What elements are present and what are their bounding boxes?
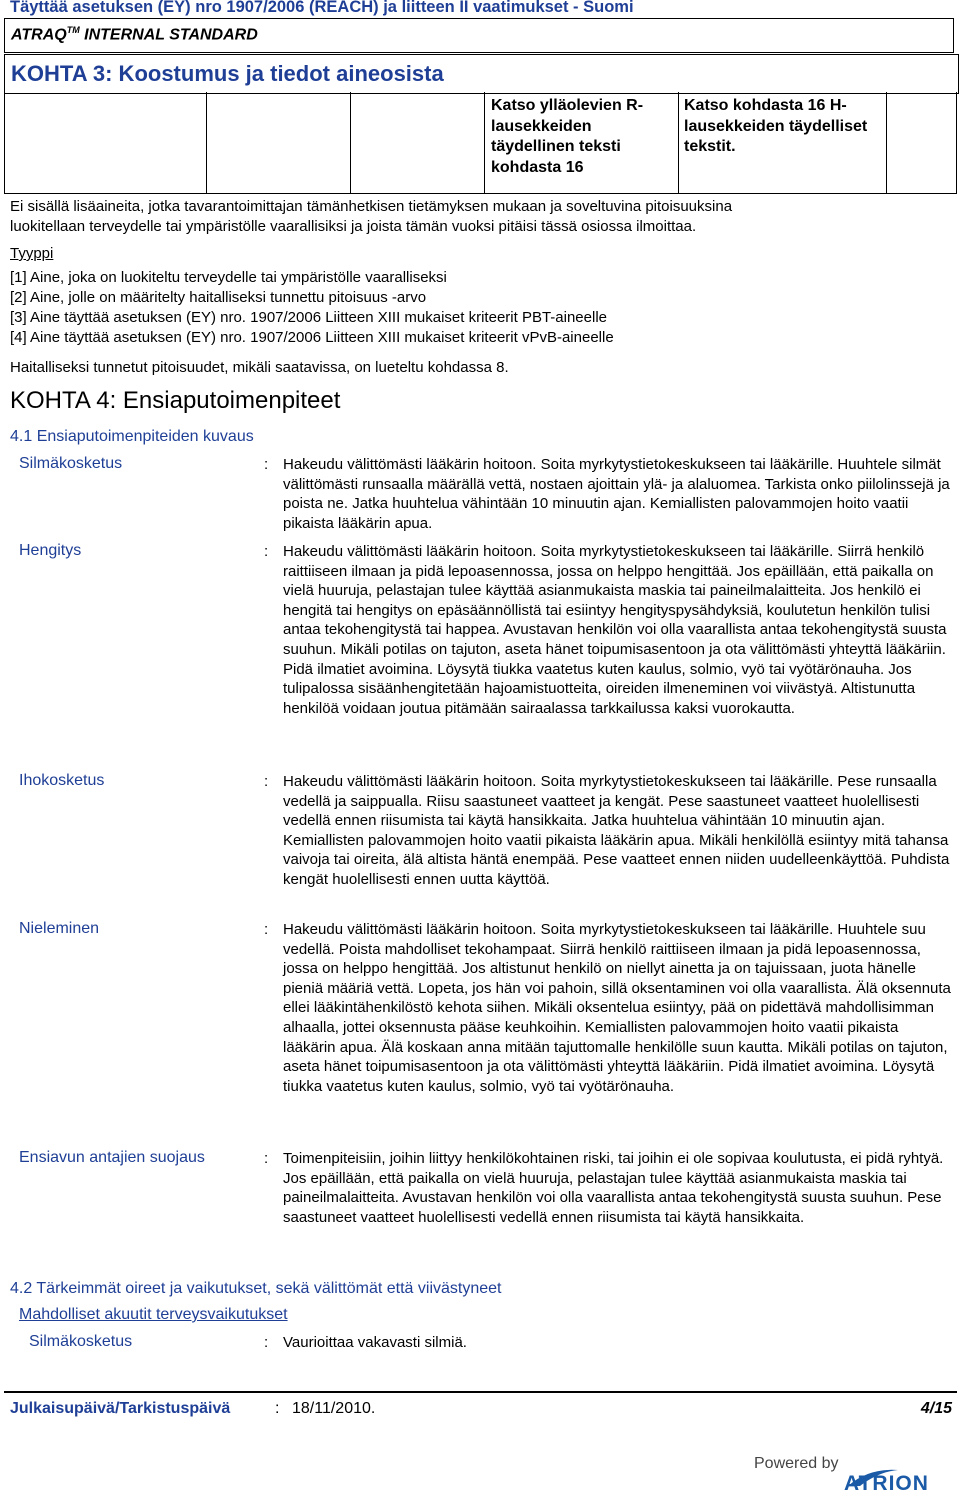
subsection-4-1-title: 4.1 Ensiaputoimenpiteiden kuvaus bbox=[10, 428, 254, 445]
first-aid-text-skin: Hakeudu välittömästi lääkärin hoitoon. Soita myrkytystietokeskukseen tai lääkärille. Pese runsaalla vedellä ja saippualla. Riisu saastuneet vaatteet ja kengät. Pese saastuneet vaatteet huolellisesti vedellä ennen riisumista tai käytä hansikkaita. Jatka huuhtelua vähintään 10 minuutin ajan. Kemiallisten palovammojen hoito vaatii pikaista lääkärin apua. Mikäli henkilöllä esiintyy mitä tahansa vaivoja tai oireita, älä altista häntä enempää. Pese vaatteet ennen niiden uudelleenkäyttöä. Puhdista kengät huolellisesti ennen uutta käyttöä. bbox=[283, 773, 950, 888]
logo-wordmark: ATRION bbox=[844, 1472, 929, 1492]
disclosure-note-line2: luokitellaan terveydelle tai ympäristölle vaarallisiksi ja joista tämän vuoksi pitäisi tässä osiossa ilmoittaa. bbox=[10, 218, 697, 235]
acute-effects-heading: Mahdolliset akuutit terveysvaikutukset bbox=[19, 1306, 288, 1323]
label-colon: : bbox=[264, 773, 269, 790]
footer-date: 18/11/2010. bbox=[292, 1400, 376, 1417]
first-aid-label-inhalation: Hengitys bbox=[19, 542, 82, 559]
trademark-mark: TM bbox=[66, 25, 80, 35]
type-item: [3] Aine täyttää asetuksen (EY) nro. 1907/2006 Liitteen XIII mukaiset kriteerit PBT-aineelle bbox=[10, 309, 607, 326]
standard-name bbox=[11, 25, 258, 44]
label-colon: : bbox=[264, 1334, 269, 1351]
first-aid-text-ingestion: Hakeudu välittömästi lääkärin hoitoon. Soita myrkytystietokeskukseen tai lääkärille. Huuhtele suu vedellä. Poista mahdolliset tekohampaat. Siirrä henkilö raittiiseen ilmaan ja pidä lepoasennossa, jossa on helppo hengittää. Jos altistunut henkilö on niellyt ainetta ja on tajuissaan, juota hänelle pieniä määriä vettä. Lopeta, jos hän voi pahoin, sillä oksentaminen voi olla vaarallista. Älä oksennuta ellei lääkintähenkilöstö kehota siihen. Mikäli oksentelua esiintyy, pää on pidettävä mahdollisimman alhaalla, jottei oksennusta pääse keuhkoihin. Kemiallisten palovammojen hoito vaatii pikaista lääkärin apua. Älä koskaan anna mitään tajuttomalle henkilölle suun kautta. Mikäli potilas on tajuton, aseta hänet toipumisasentoon ja ota välittömästi yhteyttä lääkäriin. Pidä ilmatiet avoimina. Löysytä tiukka vaatetus kuten kaulus, solmio, vyö tai vyötärönauha. bbox=[283, 921, 951, 1095]
footer-date-label: Julkaisupäivä/Tarkistuspäivä bbox=[10, 1400, 231, 1417]
standard-header-box bbox=[4, 18, 954, 53]
table-divider bbox=[484, 92, 485, 194]
table-cell-h-phrases: Katso kohdasta 16 H-lausekkeiden täydelliset tekstit. bbox=[684, 97, 868, 155]
page-number: 4/15 bbox=[920, 1400, 952, 1417]
document-regulation-title: Täyttää asetuksen (EY) nro 1907/2006 (REACH) ja liitteen II vaatimukset - Suomi bbox=[10, 0, 634, 16]
table-divider bbox=[678, 92, 679, 194]
label-colon: : bbox=[264, 543, 269, 560]
type-item: [1] Aine, joka on luokiteltu terveydelle tai ympäristölle vaaralliseksi bbox=[10, 269, 447, 286]
first-aid-text-responders: Toimenpiteisiin, joihin liittyy henkilökohtainen riski, tai joihin ei ole sopivaa koulutusta, ei pidä ryhtyä. Jos epäillään, että paikalla on vielä huuruja, pelastajan tulee käyttää asianmukaista maskia tai paineilmalaitteita. Avustavan henkilön voi olla vaarallista antaa tekohengitystä suusta suuhun. Pese saastuneet vaatteet huolellisesti vedellä ennen riisumista tai käytä hansikkaita. bbox=[283, 1150, 944, 1226]
table-border-right bbox=[956, 92, 957, 194]
section4-title: KOHTA 4: Ensiaputoimenpiteet bbox=[10, 387, 341, 414]
section3-header-box bbox=[4, 54, 959, 94]
table-border-left bbox=[4, 92, 5, 194]
label-colon: : bbox=[264, 921, 269, 938]
first-aid-label-skin: Ihokosketus bbox=[19, 772, 105, 789]
powered-by-text: Powered by bbox=[754, 1455, 839, 1472]
atrion-logo-icon bbox=[838, 1466, 958, 1492]
acute-label-eye: Silmäkosketus bbox=[29, 1333, 133, 1350]
acute-text-eye: Vaurioittaa vakavasti silmiä. bbox=[283, 1334, 467, 1351]
standard-name-main: ATRAQ bbox=[11, 26, 67, 44]
footer-colon: : bbox=[275, 1400, 280, 1417]
table-cell-r-phrases: Katso ylläolevien R-lausekkeiden täydellinen teksti kohdasta 16 bbox=[491, 97, 644, 176]
first-aid-text-inhalation: Hakeudu välittömästi lääkärin hoitoon. Soita myrkytystietokeskukseen tai lääkärille. Siirrä henkilö raittiiseen ilmaan ja pidä lepoasennossa, jossa on helppo hengittää. Jos epäillään, että paikalla on vielä huuruja, pelastajan tulee käyttää asianmukaista maskia tai paineilmalaitteita. Jos henkilö ei hengitä tai hengitys on epäsäännöllistä tai esiintyy hengityspysähdyksiä, koulutetun henkilön tulisi antaa tekohengitystä tai happea. Avustavan henkilön voi olla vaarallista antaa tekohengitystä suusta suuhun. Mikäli potilas on tajuton, aseta hänet toipumisasentoon ja ota välittömästi yhteyttä lääkäriin. Pidä ilmatiet avoimina. Löysytä tiukka vaatetus kuten kaulus, solmio, vyö tai vyötärönauha. Jos tulipalossa sisäänhengitetään hajoamistuotteita, oireiden ilmeneminen voi viivästyä. Altistunutta henkilöä voidaan joutua pitämään sairaalassa tarkkailussa kaksi vuorokautta. bbox=[283, 543, 947, 717]
table-border-bottom bbox=[4, 193, 957, 194]
exposure-limits-note: Haitalliseksi tunnetut pitoisuudet, mikäli saatavissa, on lueteltu kohdassa 8. bbox=[10, 359, 509, 376]
table-divider bbox=[886, 92, 887, 194]
label-colon: : bbox=[264, 456, 269, 473]
label-colon: : bbox=[264, 1150, 269, 1167]
first-aid-label-eye: Silmäkosketus bbox=[19, 455, 123, 472]
table-divider bbox=[350, 92, 351, 194]
first-aid-label-ingestion: Nieleminen bbox=[19, 920, 100, 937]
section3-title: KOHTA 3: Koostumus ja tiedot aineosista bbox=[11, 61, 444, 86]
first-aid-text-eye: Hakeudu välittömästi lääkärin hoitoon. Soita myrkytystietokeskukseen tai lääkärille. Huuhtele silmät välittömästi runsaalla määrällä vettä, nostaen ajoittain ylä- ja alaluomea. Tarkista onko piilolinssejä ja poista ne. Jatka huuhtelua vähintään 10 minuutin ajan. Kemiallisten palovammojen hoito vaatii pikaista lääkärin apua. bbox=[283, 456, 950, 532]
table-divider bbox=[206, 92, 207, 194]
first-aid-label-responders: Ensiavun antajien suojaus bbox=[19, 1149, 205, 1166]
disclosure-note-line1: Ei sisällä lisäaineita, jotka tavarantoimittajan tämänhetkisen tietämyksen mukaan ja soveltuvina pitoisuuksina bbox=[10, 198, 733, 215]
type-item: [4] Aine täyttää asetuksen (EY) nro. 1907/2006 Liitteen XIII mukaiset kriteerit vPvB-aineelle bbox=[10, 329, 614, 346]
type-heading: Tyyppi bbox=[10, 245, 54, 262]
standard-name-rest: INTERNAL STANDARD bbox=[79, 26, 258, 44]
subsection-4-2-title: 4.2 Tärkeimmät oireet ja vaikutukset, sekä välittömät että viivästyneet bbox=[10, 1280, 502, 1297]
type-item: [2] Aine, jolle on määritelty haitalliseksi tunnettu pitoisuus -arvo bbox=[10, 289, 427, 306]
footer-divider bbox=[4, 1391, 957, 1393]
